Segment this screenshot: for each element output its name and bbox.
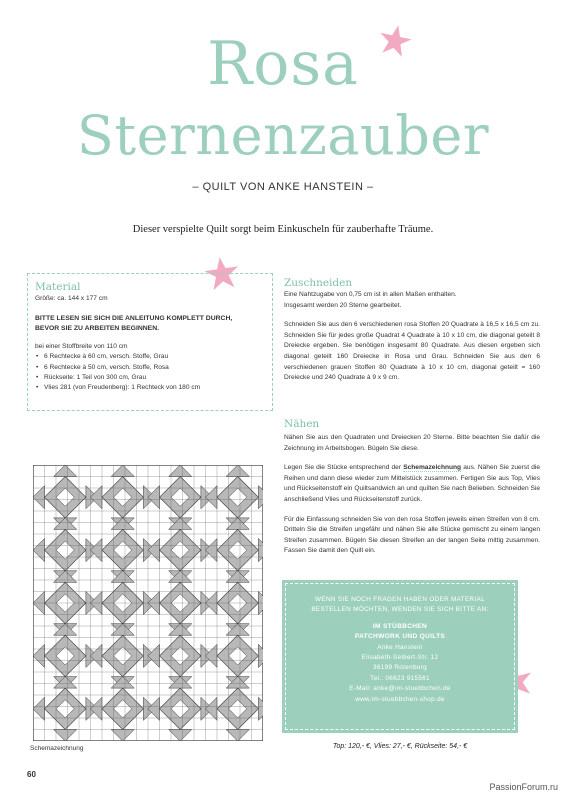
naehen-p2: Legen Sie die Stücke entsprechend der Schemazeichnung aus. Nähen Sie zuerst die Reihen und dann diese wieder zum Mittelstück zusammen. Fertigen Sie aus Top, Vlies und Rückseitenstoff ein Quiltsandwich an und quilten Sie nach Belieben. Schneiden Sie anschließend Vlies und Rückseitenstoff zurück. (284, 464, 540, 503)
title-line-2: Sternenzauber (76, 104, 490, 167)
naehen-p1: Nähen Sie aus den Quadraten und Dreiecken 20 Sterne. Bitte beachten Sie dafür die Zeichnung im Arbeitsbogen. Bügeln Sie diese. (284, 434, 540, 452)
list-item: • Vlies 281 (von Freudenberg): 1 Rechteck von 180 cm (35, 383, 265, 393)
contact-email[interactable]: E-Mail: anke@im-stuebbchen.de (349, 685, 451, 693)
quilt-schematic-diagram (33, 465, 263, 741)
contact-web[interactable]: www.im-stuebbchen-shop.de (355, 695, 445, 703)
zuschneiden-p1-line-2: Insgesamt werden 20 Sterne gearbeitet. (284, 301, 402, 309)
contact-box (285, 583, 515, 730)
contact-phone: Tel.: 06623 915561 (370, 674, 430, 682)
schemazeichnung-reference: Schemazeichnung (403, 464, 462, 472)
intro-text: Dieser verspielte Quilt sorgt beim Einkuscheln für zauberhafte Träume. (132, 224, 434, 235)
list-item: • 6 Rechtecke à 50 cm, versch. Stoffe, Rosa (35, 363, 265, 373)
list-item: • 6 Rechtecke à 60 cm, versch. Stoffe, Grau (35, 352, 265, 362)
subtitle: – QUILT VON ANKE HANSTEIN – (192, 181, 374, 193)
naehen-heading: Nähen (284, 418, 320, 430)
title-line-1: Rosa (207, 29, 359, 99)
shop-name-line-2: PATCHWORK UND QUILTS (354, 633, 446, 641)
watermark: PassionForum.ru (489, 782, 558, 792)
shop-name-line-1: IM STÜBBCHEN (372, 622, 428, 630)
zuschneiden-section (284, 277, 540, 384)
pink-star-icon (378, 24, 412, 58)
contact-line-1: WENN SIE NOCH FRAGEN HABEN ODER MATERIAL (315, 596, 485, 603)
prices: Top: 120,- €, Vlies: 27,- €, Rückseite: 54,- € (332, 743, 468, 750)
list-item: • Rückseite: 1 Teil von 300 cm, Grau (35, 373, 265, 383)
zuschneiden-p1-line-1: Eine Nahtzugabe von 0,75 cm ist in allen Maßen enthalten. (284, 291, 457, 298)
material-fabric-width: bei einer Stoffbreite von 110 cm (35, 343, 128, 351)
contact-street: Elisabeth-Selbert-Str. 12 (361, 654, 439, 662)
material-box (27, 273, 273, 411)
page-number: 60 (27, 770, 36, 779)
material-list (35, 352, 265, 393)
material-size: Größe: ca. 144 x 177 cm (35, 295, 108, 302)
naehen-section (284, 418, 540, 557)
material-heading: Material (35, 281, 81, 293)
material-warning-line-1: BITTE LESEN SIE SICH DIE ANLEITUNG KOMPLETT DURCH, (35, 315, 233, 323)
material-warning-line-2: BEVOR SIE ZU ARBEITEN BEGINNEN. (35, 325, 159, 333)
contact-line-2: BESTELLEN MÖCHTEN, WENDEN SIE SICH BITTE AN: (311, 606, 489, 614)
contact-name: Anke Hanstein (377, 643, 423, 651)
zuschneiden-heading: Zuschneiden (284, 277, 353, 289)
zuschneiden-p2: Schneiden Sie aus den 6 verschiedenen rosa Stoffen 20 Quadrate à 16,5 x 16,5 cm zu. Schneiden Sie für jedes große Quadrat 4 Quadrate à 10 x 10 cm, die diagonal geteilt 8 Dreiecke ergeben. Sie benötigen insgesamt 80 Quadrate. Aus diesen ergeben sich diagonal geteilt 160 Dreiecke in Rosa und Grau. Schneiden Sie aus den 6 verschiedenen grauen Stoffen 80 Quadrate à 10 x 10 cm, diagonal geteilt = 160 Dreiecke und 240 Quadrate à 9 x 9 cm. (284, 321, 540, 382)
diagram-caption: Schemazeichnung (30, 745, 84, 752)
naehen-p3: Für die Einfassung schneiden Sie von den rosa Stoffen jeweils einen Streifen von 8 cm. Dritteln Sie die Streifen ungefähr und nähen Sie alle Stücke gemischt zu einem langen Streifen zusammen. Bügeln Sie diesen Streifen an der langen Seite mittig zusammen. Fassen Sie damit den Quilt ein. (284, 515, 540, 555)
contact-city: 36199 Rotenburg (373, 664, 427, 672)
